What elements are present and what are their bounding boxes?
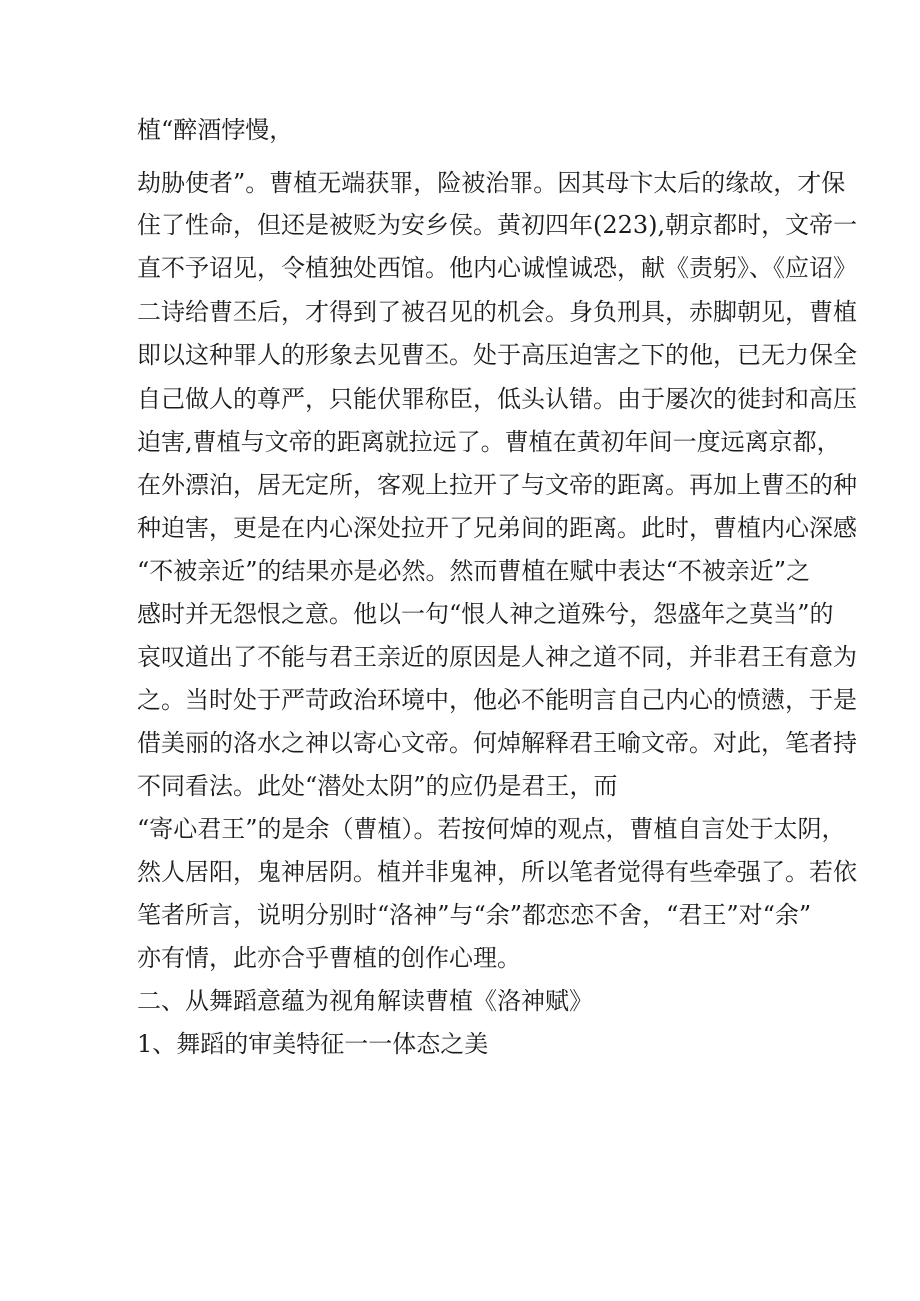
text-line: 然人居阳，鬼神居阴。植并非鬼神，所以笔者觉得有些牵强了。若依 [137,858,857,886]
text-line: 直不予诏见，令植独处西馆。他内心诚惶诚恐，献《责躬》、《应诏》 [137,254,857,282]
text-line: 之。当时处于严苛政治环境中，他必不能明言自己内心的愤懑，于是 [137,686,857,714]
text-line: 自己做人的尊严，只能伏罪称臣，低头认错。由于屡次的徙封和高压 [137,385,857,413]
text-line: 哀叹道出了不能与君王亲近的原因是人神之道不同，并非君王有意为 [137,643,857,671]
text-line: “不被亲近”的结果亦是必然。然而曹植在赋中表达“不被亲近”之 [137,557,811,585]
text-line: 植“醉酒悖慢， [137,116,294,144]
text-line: 迫害,曹植与文帝的距离就拉远了。曹植在黄初年间一度远离京都， [137,428,841,456]
text-line: 笔者所言，说明分别时“洛神”与“余”都恋恋不舍，“君王”对“余” [137,901,812,929]
text-line: 种迫害，更是在内心深处拉开了兄弟间的距离。此时，曹植内心深感 [137,514,857,542]
section-heading: 二、从舞蹈意蕴为视角解读曹植《洛神赋》 [137,987,593,1015]
text-line: 借美丽的洛水之神以寄心文帝。何焯解释君王喻文帝。对此，笔者持 [137,729,857,757]
text-line: 不同看法。此处“潜处太阴”的应仍是君王，而 [137,772,618,800]
text-line: 亦有情，此亦合乎曹植的创作心理。 [137,944,521,972]
subsection-heading: 1、舞蹈的审美特征一一体态之美 [137,1030,489,1058]
text-line: 在外漂泊，居无定所，客观上拉开了与文帝的距离。再加上曹丕的种 [137,471,857,499]
text-line: 二诗给曹丕后，才得到了被召见的机会。身负刑具，赤脚朝见，曹植 [137,298,857,326]
text-line: 住了性命，但还是被贬为安乡侯。黄初四年(223),朝京都时，文帝一 [137,211,858,239]
text-line: 即以这种罪人的形象去见曹丕。处于高压迫害之下的他，已无力保全 [137,341,857,369]
text-line: “寄心君王”的是余（曹植）。若按何焯的观点，曹植自言处于太阴， [137,815,846,843]
text-line: 劫胁使者”。曹植无端获罪，险被治罪。因其母卞太后的缘故，才保 [137,169,846,197]
text-line: 感时并无怨恨之意。他以一句“恨人神之道殊兮，怨盛年之莫当”的 [137,600,834,628]
